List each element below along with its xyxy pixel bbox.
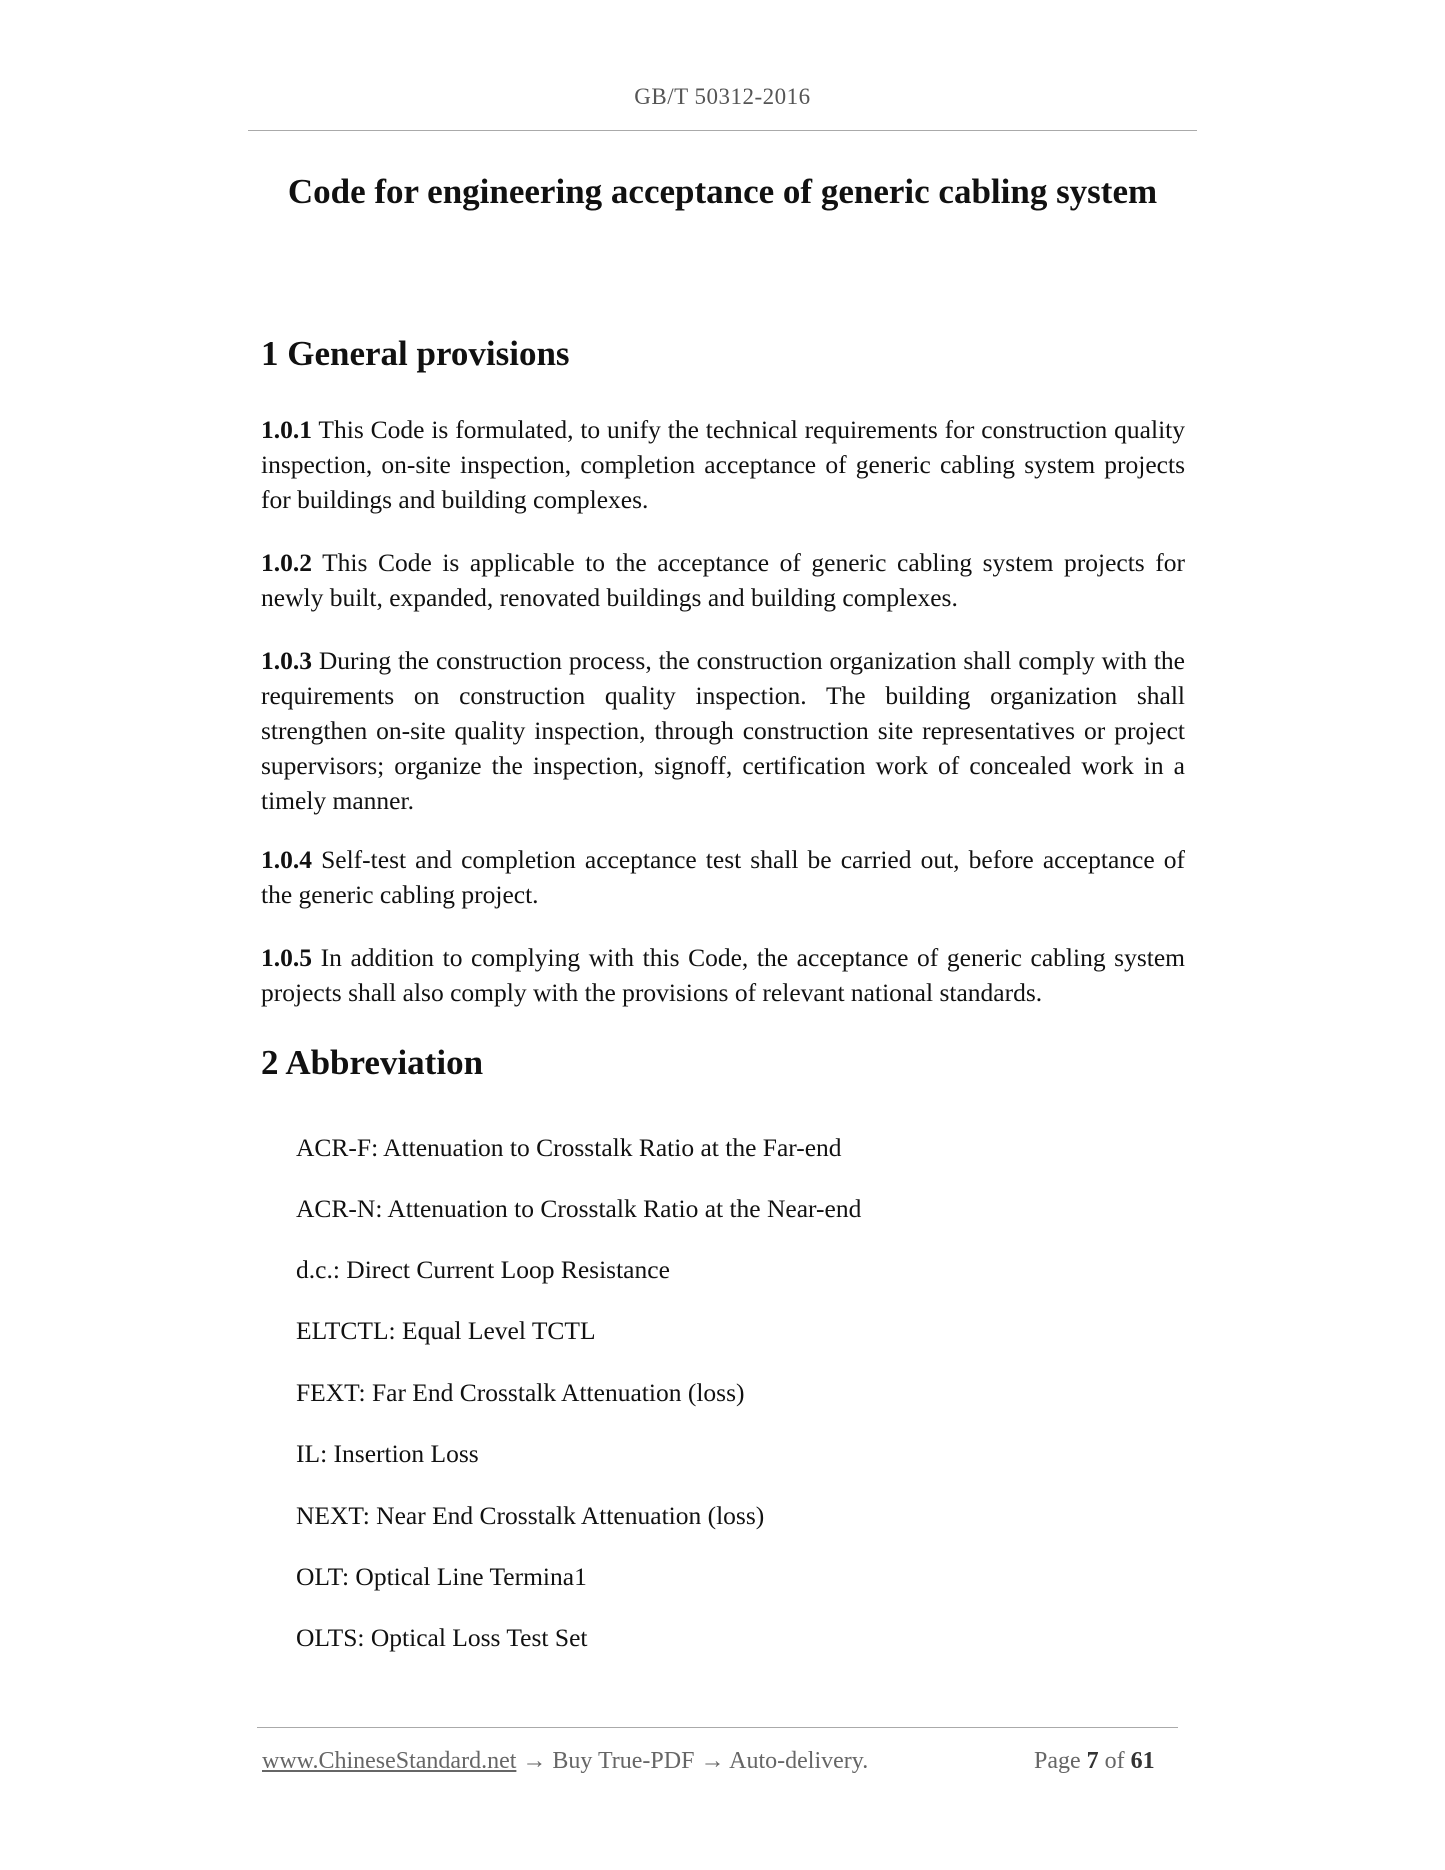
footer-promo	[262, 1748, 868, 1775]
clause-text: During the construction process, the construction organization shall comply with the requirements on construction quality inspection. The building organization shall strengthen on-site quality inspection, through construction site representatives or project supervisors; organize the inspection, signoff, certification work of concealed work in a timely manner.	[261, 646, 1186, 815]
header-standard-number: GB/T 50312-2016	[634, 84, 811, 109]
clause-number: 1.0.5	[261, 943, 312, 972]
buy-text: Buy True-PDF	[552, 1748, 695, 1774]
clause-1-0-3	[261, 643, 1185, 818]
footer-divider	[257, 1727, 1178, 1728]
arrow-right-icon: →	[700, 1748, 725, 1774]
document-title: Code for engineering acceptance of generic cabling system	[287, 172, 1158, 211]
abbreviation-item: FEXT: Far End Crosstalk Attenuation (loss)	[296, 1378, 745, 1407]
arrow-right-icon: →	[522, 1748, 547, 1774]
abbreviation-item: IL: Insertion Loss	[296, 1439, 479, 1468]
page-indicator	[1034, 1748, 1155, 1775]
of-label: of	[1104, 1748, 1125, 1774]
abbreviation-item: ELTCTL: Equal Level TCTL	[296, 1316, 596, 1345]
clause-number: 1.0.3	[261, 646, 312, 675]
site-link[interactable]: www.ChineseStandard.net	[262, 1748, 517, 1774]
clause-1-0-2	[261, 545, 1185, 615]
total-pages: 61	[1130, 1748, 1155, 1774]
clause-1-0-5	[261, 940, 1185, 1010]
clause-1-0-4	[261, 842, 1185, 912]
clause-1-0-1	[261, 412, 1185, 517]
abbreviation-item: ACR-N: Attenuation to Crosstalk Ratio at the Near-end	[296, 1194, 862, 1223]
page-number: 7	[1086, 1748, 1099, 1774]
header-divider	[248, 130, 1197, 131]
clause-number: 1.0.2	[261, 548, 312, 577]
clause-number: 1.0.4	[261, 845, 312, 874]
abbreviation-item: d.c.: Direct Current Loop Resistance	[296, 1255, 670, 1284]
section-2-heading: 2 Abbreviation	[261, 1043, 484, 1082]
clause-number: 1.0.1	[261, 415, 312, 444]
clause-text: This Code is formulated, to unify the technical requirements for construction quality inspection, on-site inspection, completion acceptance of generic cabling system projects for buildings and building complexes.	[261, 415, 1185, 514]
section-1-heading: 1 General provisions	[261, 334, 570, 373]
clause-text: This Code is applicable to the acceptance of generic cabling system projects for newly built, expanded, renovated buildings and building complexes.	[261, 548, 1185, 612]
abbreviation-item: OLT: Optical Line Termina1	[296, 1562, 587, 1591]
abbreviation-item: ACR-F: Attenuation to Crosstalk Ratio at the Far-end	[296, 1133, 842, 1162]
delivery-text: Auto-delivery.	[729, 1748, 869, 1774]
page-label: Page	[1034, 1748, 1081, 1774]
abbreviation-item: OLTS: Optical Loss Test Set	[296, 1623, 588, 1652]
clause-text: Self-test and completion acceptance test shall be carried out, before acceptance of the generic cabling project.	[261, 845, 1185, 909]
abbreviation-item: NEXT: Near End Crosstalk Attenuation (loss)	[296, 1501, 765, 1530]
clause-text: In addition to complying with this Code, the acceptance of generic cabling system projects shall also comply with the provisions of relevant national standards.	[261, 943, 1186, 1007]
